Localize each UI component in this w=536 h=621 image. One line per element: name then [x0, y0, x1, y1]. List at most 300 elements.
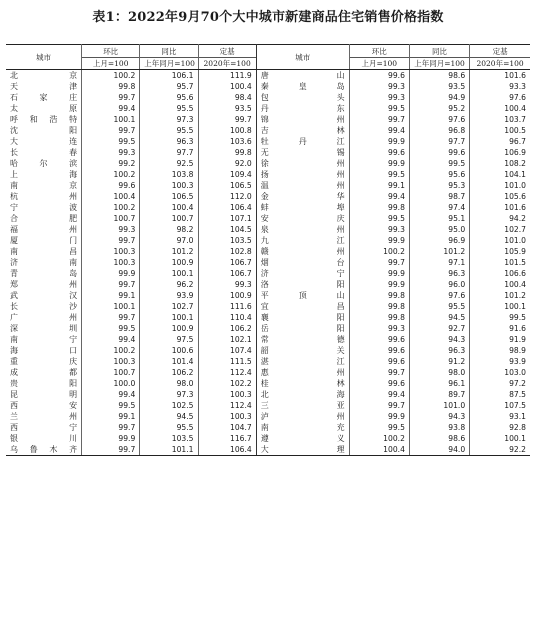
- yoy-value-left: 102.7: [140, 301, 198, 312]
- mom-value-left: 100.1: [82, 114, 140, 125]
- yoy-value-right: 97.1: [409, 257, 469, 268]
- yoy-value-left: 98.0: [140, 378, 198, 389]
- mom-value-left: 99.1: [82, 411, 140, 422]
- mom-value-right: 99.9: [349, 158, 409, 169]
- base-value-left: 106.2: [198, 323, 256, 334]
- yoy-value-right: 97.4: [409, 202, 469, 213]
- base-value-right: 93.9: [509, 357, 526, 366]
- mom-value-right: 99.5: [349, 422, 409, 433]
- city-name-right: 蚌 埠: [256, 202, 349, 213]
- base-value-right: 93.1: [509, 412, 526, 421]
- table-row: [6, 290, 530, 301]
- table-row: [6, 312, 530, 323]
- mom-value-left: 99.4: [82, 103, 140, 114]
- yoy-value-left: 106.2: [140, 367, 198, 378]
- table-row: [6, 389, 530, 400]
- city-name-right: 泸 州: [256, 411, 349, 422]
- yoy-value-right: 96.9: [409, 235, 469, 246]
- city-name-left: 贵 阳: [6, 378, 82, 389]
- mom-value-left: 99.6: [82, 180, 140, 191]
- yoy-value-right: 94.9: [409, 92, 469, 103]
- city-name-left: 成 都: [6, 367, 82, 378]
- yoy-value-right: 95.3: [409, 180, 469, 191]
- yoy-value-right: 98.7: [409, 191, 469, 202]
- yoy-value-right: 94.3: [409, 411, 469, 422]
- table-row: [6, 224, 530, 235]
- city-name-right: 赣 州: [256, 246, 349, 257]
- city-name-left: 呼和浩特: [6, 114, 82, 125]
- yoy-value-left: 100.7: [140, 213, 198, 224]
- table-row: [6, 422, 530, 433]
- yoy-value-left: 97.3: [140, 389, 198, 400]
- base-value-left: 111.5: [198, 356, 256, 367]
- yoy-value-right: 91.2: [409, 356, 469, 367]
- header-city-left: 城市: [6, 45, 82, 70]
- city-name-left: 上 海: [6, 169, 82, 180]
- mom-value-left: 99.3: [82, 224, 140, 235]
- header-mom-right: 环比: [349, 45, 409, 58]
- city-name-left: 厦 门: [6, 235, 82, 246]
- yoy-value-left: 97.3: [140, 114, 198, 125]
- yoy-value-left: 95.5: [140, 422, 198, 433]
- base-value-right: 106.9: [504, 148, 526, 157]
- mom-value-right: 99.3: [349, 92, 409, 103]
- city-name-left: 石 家 庄: [6, 92, 82, 103]
- table-row: [6, 345, 530, 356]
- table-row: [6, 257, 530, 268]
- city-name-right: 洛 阳: [256, 279, 349, 290]
- city-name-right: 泉 州: [256, 224, 349, 235]
- mom-value-left: 100.2: [82, 169, 140, 180]
- city-name-right: 包 头: [256, 92, 349, 103]
- city-name-left: 太 原: [6, 103, 82, 114]
- yoy-value-left: 93.9: [140, 290, 198, 301]
- base-value-left: 112.0: [198, 191, 256, 202]
- yoy-value-right: 96.0: [409, 279, 469, 290]
- mom-value-right: 100.2: [349, 246, 409, 257]
- city-name-right: 金 华: [256, 191, 349, 202]
- mom-value-right: 100.4: [349, 444, 409, 456]
- city-name-right: 烟 台: [256, 257, 349, 268]
- yoy-value-left: 96.2: [140, 279, 198, 290]
- city-name-left: 青 岛: [6, 268, 82, 279]
- yoy-value-right: 99.5: [409, 158, 469, 169]
- base-value-left: 98.4: [198, 92, 256, 103]
- city-name-right: 襄 阳: [256, 312, 349, 323]
- city-name-left: 深 圳: [6, 323, 82, 334]
- mom-value-right: 99.6: [349, 356, 409, 367]
- yoy-value-right: 95.1: [409, 213, 469, 224]
- base-value-right: 100.4: [504, 280, 526, 289]
- table-row: [6, 246, 530, 257]
- yoy-value-left: 92.5: [140, 158, 198, 169]
- base-value-right: 106.6: [504, 269, 526, 278]
- city-name-right: 桂 林: [256, 378, 349, 389]
- subheader-yoy-left: 上年同月=100: [140, 58, 198, 70]
- city-name-left: 哈 尔 滨: [6, 158, 82, 169]
- base-value-right: 96.7: [509, 137, 526, 146]
- city-name-right: 北 海: [256, 389, 349, 400]
- base-value-left: 106.7: [198, 268, 256, 279]
- table-row: [6, 147, 530, 158]
- city-name-right: 大 理: [256, 444, 349, 456]
- mom-value-left: 99.9: [82, 268, 140, 279]
- table-row: [6, 180, 530, 191]
- base-value-right: 101.2: [504, 291, 526, 300]
- price-index-table: [6, 44, 530, 456]
- base-value-right: 101.0: [504, 236, 526, 245]
- table-row: [6, 191, 530, 202]
- yoy-value-left: 94.5: [140, 411, 198, 422]
- subheader-mom-right: 上月=100: [349, 58, 409, 70]
- subheader-mom-left: 上月=100: [82, 58, 140, 70]
- base-value-left: 104.7: [198, 422, 256, 433]
- yoy-value-left: 98.2: [140, 224, 198, 235]
- yoy-value-right: 95.2: [409, 103, 469, 114]
- table-row: [6, 202, 530, 213]
- city-name-right: 岳 阳: [256, 323, 349, 334]
- city-name-left: 银 川: [6, 433, 82, 444]
- base-value-left: 92.0: [198, 158, 256, 169]
- mom-value-right: 99.7: [349, 114, 409, 125]
- mom-value-left: 100.7: [82, 213, 140, 224]
- base-value-left: 112.4: [198, 400, 256, 411]
- city-name-left: 长 沙: [6, 301, 82, 312]
- table-row: [6, 136, 530, 147]
- base-value-right: 91.6: [509, 324, 526, 333]
- yoy-value-right: 98.6: [409, 70, 469, 82]
- city-name-left: 北 京: [6, 70, 82, 82]
- yoy-value-left: 101.2: [140, 246, 198, 257]
- table-row: [6, 334, 530, 345]
- city-name-left: 昆 明: [6, 389, 82, 400]
- city-name-left: 福 州: [6, 224, 82, 235]
- mom-value-left: 99.5: [82, 400, 140, 411]
- yoy-value-right: 94.3: [409, 334, 469, 345]
- mom-value-right: 99.8: [349, 290, 409, 301]
- yoy-value-left: 100.6: [140, 345, 198, 356]
- yoy-value-right: 92.7: [409, 323, 469, 334]
- table-row: [6, 158, 530, 169]
- table-row: [6, 433, 530, 444]
- city-name-left: 西 安: [6, 400, 82, 411]
- table-row: [6, 125, 530, 136]
- mom-value-left: 99.5: [82, 323, 140, 334]
- yoy-value-right: 96.3: [409, 268, 469, 279]
- mom-value-right: 99.4: [349, 191, 409, 202]
- base-value-right: 92.2: [470, 444, 530, 456]
- table-row: [6, 235, 530, 246]
- base-value-left: 103.6: [198, 136, 256, 147]
- mom-value-right: 99.7: [349, 400, 409, 411]
- mom-value-left: 99.4: [82, 389, 140, 400]
- yoy-value-left: 95.5: [140, 103, 198, 114]
- mom-value-left: 100.0: [82, 378, 140, 389]
- base-value-right: 105.6: [504, 192, 526, 201]
- mom-value-right: 99.6: [349, 378, 409, 389]
- mom-value-left: 100.4: [82, 191, 140, 202]
- base-value-right: 103.0: [504, 368, 526, 377]
- base-value-left: 99.7: [198, 114, 256, 125]
- yoy-value-left: 96.3: [140, 136, 198, 147]
- yoy-value-left: 101.4: [140, 356, 198, 367]
- base-value-right: 100.5: [504, 126, 526, 135]
- city-name-left: 长 春: [6, 147, 82, 158]
- city-name-left: 杭 州: [6, 191, 82, 202]
- city-name-right: 九 江: [256, 235, 349, 246]
- city-name-right: 牡 丹 江: [256, 136, 349, 147]
- yoy-value-right: 95.6: [409, 169, 469, 180]
- mom-value-left: 100.3: [82, 257, 140, 268]
- base-value-left: 104.5: [198, 224, 256, 235]
- mom-value-right: 99.9: [349, 235, 409, 246]
- table-body: [6, 70, 530, 456]
- mom-value-left: 99.8: [82, 81, 140, 92]
- header-yoy-right: 同比: [409, 45, 469, 58]
- mom-value-right: 99.9: [349, 411, 409, 422]
- mom-value-right: 99.3: [349, 224, 409, 235]
- city-name-right: 南 充: [256, 422, 349, 433]
- yoy-value-right: 98.0: [409, 367, 469, 378]
- base-value-left: 107.1: [198, 213, 256, 224]
- mom-value-right: 99.3: [349, 323, 409, 334]
- yoy-value-right: 101.0: [409, 400, 469, 411]
- city-name-left: 沈 阳: [6, 125, 82, 136]
- mom-value-left: 99.7: [82, 422, 140, 433]
- base-value-left: 112.4: [198, 367, 256, 378]
- yoy-value-left: 95.6: [140, 92, 198, 103]
- table-row: [6, 81, 530, 92]
- mom-value-left: 99.3: [82, 147, 140, 158]
- mom-value-left: 99.7: [82, 444, 140, 456]
- mom-value-left: 100.3: [82, 356, 140, 367]
- base-value-left: 107.4: [198, 345, 256, 356]
- table-row: [6, 367, 530, 378]
- yoy-value-left: 100.1: [140, 312, 198, 323]
- yoy-value-left: 97.5: [140, 334, 198, 345]
- mom-value-left: 99.7: [82, 125, 140, 136]
- header-base-left: 定基: [198, 45, 256, 58]
- base-value-right: 108.2: [504, 159, 526, 168]
- mom-value-right: 99.5: [349, 213, 409, 224]
- base-value-left: 116.7: [198, 433, 256, 444]
- yoy-value-left: 100.1: [140, 268, 198, 279]
- mom-value-right: 100.2: [349, 433, 409, 444]
- mom-value-right: 99.4: [349, 389, 409, 400]
- base-value-right: 101.0: [504, 181, 526, 190]
- yoy-value-right: 93.5: [409, 81, 469, 92]
- mom-value-right: 99.3: [349, 81, 409, 92]
- table-row: [6, 169, 530, 180]
- yoy-value-right: 96.1: [409, 378, 469, 389]
- city-name-left: 重 庆: [6, 356, 82, 367]
- mom-value-right: 99.6: [349, 345, 409, 356]
- city-name-right: 济 宁: [256, 268, 349, 279]
- base-value-left: 109.4: [198, 169, 256, 180]
- table-row: [6, 378, 530, 389]
- base-value-right: 103.7: [504, 115, 526, 124]
- mom-value-left: 99.7: [82, 312, 140, 323]
- base-value-left: 106.4: [198, 202, 256, 213]
- yoy-value-left: 100.4: [140, 202, 198, 213]
- city-name-left: 宁 波: [6, 202, 82, 213]
- base-value-left: 99.3: [198, 279, 256, 290]
- yoy-value-right: 97.7: [409, 136, 469, 147]
- base-value-left: 111.9: [198, 70, 256, 82]
- mom-value-left: 100.2: [82, 70, 140, 82]
- base-value-left: 100.4: [198, 81, 256, 92]
- city-name-right: 韶 关: [256, 345, 349, 356]
- subheader-yoy-right: 上年同月=100: [409, 58, 469, 70]
- city-name-left: 郑 州: [6, 279, 82, 290]
- table-row: [6, 70, 530, 82]
- table-row: [6, 268, 530, 279]
- base-value-right: 97.2: [509, 379, 526, 388]
- yoy-value-right: 101.2: [409, 246, 469, 257]
- base-value-right: 102.7: [504, 225, 526, 234]
- yoy-value-right: 94.0: [409, 444, 469, 456]
- yoy-value-right: 96.3: [409, 345, 469, 356]
- mom-value-left: 100.3: [82, 246, 140, 257]
- city-name-left: 海 口: [6, 345, 82, 356]
- yoy-value-right: 97.6: [409, 290, 469, 301]
- yoy-value-left: 95.5: [140, 125, 198, 136]
- mom-value-right: 99.5: [349, 103, 409, 114]
- base-value-left: 103.5: [198, 235, 256, 246]
- base-value-left: 106.7: [198, 257, 256, 268]
- base-value-left: 110.4: [198, 312, 256, 323]
- city-name-right: 湛 江: [256, 356, 349, 367]
- subheader-base-right: 2020年=100: [470, 58, 530, 70]
- base-value-right: 94.2: [509, 214, 526, 223]
- city-name-left: 西 宁: [6, 422, 82, 433]
- mom-value-right: 99.8: [349, 301, 409, 312]
- base-value-left: 100.9: [198, 290, 256, 301]
- base-value-left: 100.8: [198, 125, 256, 136]
- base-value-right: 107.5: [504, 401, 526, 410]
- city-name-right: 秦 皇 岛: [256, 81, 349, 92]
- base-value-right: 97.6: [509, 93, 526, 102]
- city-name-right: 锦 州: [256, 114, 349, 125]
- base-value-left: 106.4: [198, 444, 256, 456]
- city-name-left: 南 京: [6, 180, 82, 191]
- mom-value-right: 99.6: [349, 334, 409, 345]
- base-value-right: 100.4: [504, 104, 526, 113]
- base-value-right: 105.9: [504, 247, 526, 256]
- mom-value-left: 99.7: [82, 235, 140, 246]
- yoy-value-right: 97.6: [409, 114, 469, 125]
- mom-value-left: 99.4: [82, 334, 140, 345]
- table-row: [6, 323, 530, 334]
- city-name-right: 安 庆: [256, 213, 349, 224]
- header-mom-left: 环比: [82, 45, 140, 58]
- city-name-left: 南 昌: [6, 246, 82, 257]
- subheader-base-left: 2020年=100: [198, 58, 256, 70]
- city-name-left: 南 宁: [6, 334, 82, 345]
- city-name-left: 乌鲁木齐: [6, 444, 82, 456]
- city-name-right: 温 州: [256, 180, 349, 191]
- header-city-right: 城市: [256, 45, 349, 70]
- city-name-left: 兰 州: [6, 411, 82, 422]
- yoy-value-right: 96.8: [409, 125, 469, 136]
- mom-value-left: 100.2: [82, 345, 140, 356]
- table-row: [6, 114, 530, 125]
- yoy-value-right: 95.5: [409, 301, 469, 312]
- base-value-right: 99.5: [509, 313, 526, 322]
- mom-value-right: 99.9: [349, 136, 409, 147]
- table-row: [6, 356, 530, 367]
- mom-value-right: 99.8: [349, 312, 409, 323]
- city-name-left: 广 州: [6, 312, 82, 323]
- table-title: 表1：2022年9月70个大中城市新建商品住宅销售价格指数: [92, 10, 444, 25]
- yoy-value-left: 95.7: [140, 81, 198, 92]
- table-row: [6, 213, 530, 224]
- city-name-right: 常 德: [256, 334, 349, 345]
- yoy-value-left: 101.1: [140, 444, 198, 456]
- city-name-right: 徐 州: [256, 158, 349, 169]
- city-name-right: 惠 州: [256, 367, 349, 378]
- yoy-value-left: 103.5: [140, 433, 198, 444]
- mom-value-right: 99.7: [349, 257, 409, 268]
- yoy-value-left: 106.1: [140, 70, 198, 82]
- table-row: [6, 400, 530, 411]
- header-yoy-left: 同比: [140, 45, 198, 58]
- mom-value-right: 99.1: [349, 180, 409, 191]
- city-name-right: 扬 州: [256, 169, 349, 180]
- table-row: [6, 301, 530, 312]
- base-value-right: 101.6: [504, 71, 526, 80]
- city-name-right: 遵 义: [256, 433, 349, 444]
- yoy-value-right: 94.5: [409, 312, 469, 323]
- table-row: [6, 103, 530, 114]
- table-row: [6, 411, 530, 422]
- mom-value-right: 99.9: [349, 279, 409, 290]
- base-value-right: 101.5: [504, 258, 526, 267]
- base-value-right: 104.1: [504, 170, 526, 179]
- yoy-value-left: 106.5: [140, 191, 198, 202]
- city-name-right: 丹 东: [256, 103, 349, 114]
- city-name-right: 平 顶 山: [256, 290, 349, 301]
- city-name-left: 大 连: [6, 136, 82, 147]
- mom-value-right: 99.8: [349, 202, 409, 213]
- yoy-value-left: 100.9: [140, 257, 198, 268]
- mom-value-left: 99.1: [82, 290, 140, 301]
- yoy-value-left: 100.9: [140, 323, 198, 334]
- yoy-value-right: 95.0: [409, 224, 469, 235]
- yoy-value-left: 102.5: [140, 400, 198, 411]
- base-value-left: 102.1: [198, 334, 256, 345]
- city-name-right: 宜 昌: [256, 301, 349, 312]
- mom-value-right: 99.6: [349, 147, 409, 158]
- mom-value-right: 99.9: [349, 268, 409, 279]
- base-value-left: 111.6: [198, 301, 256, 312]
- base-value-left: 100.3: [198, 389, 256, 400]
- mom-value-right: 99.6: [349, 70, 409, 82]
- base-value-right: 100.1: [504, 434, 526, 443]
- base-value-left: 99.8: [198, 147, 256, 158]
- mom-value-left: 99.2: [82, 158, 140, 169]
- city-name-left: 济 南: [6, 257, 82, 268]
- city-name-right: 唐 山: [256, 70, 349, 82]
- city-name-left: 合 肥: [6, 213, 82, 224]
- mom-value-right: 99.7: [349, 367, 409, 378]
- base-value-right: 87.5: [509, 390, 526, 399]
- city-name-right: 吉 林: [256, 125, 349, 136]
- yoy-value-left: 97.0: [140, 235, 198, 246]
- table-row: [6, 444, 530, 456]
- base-value-left: 106.5: [198, 180, 256, 191]
- city-name-left: 武 汉: [6, 290, 82, 301]
